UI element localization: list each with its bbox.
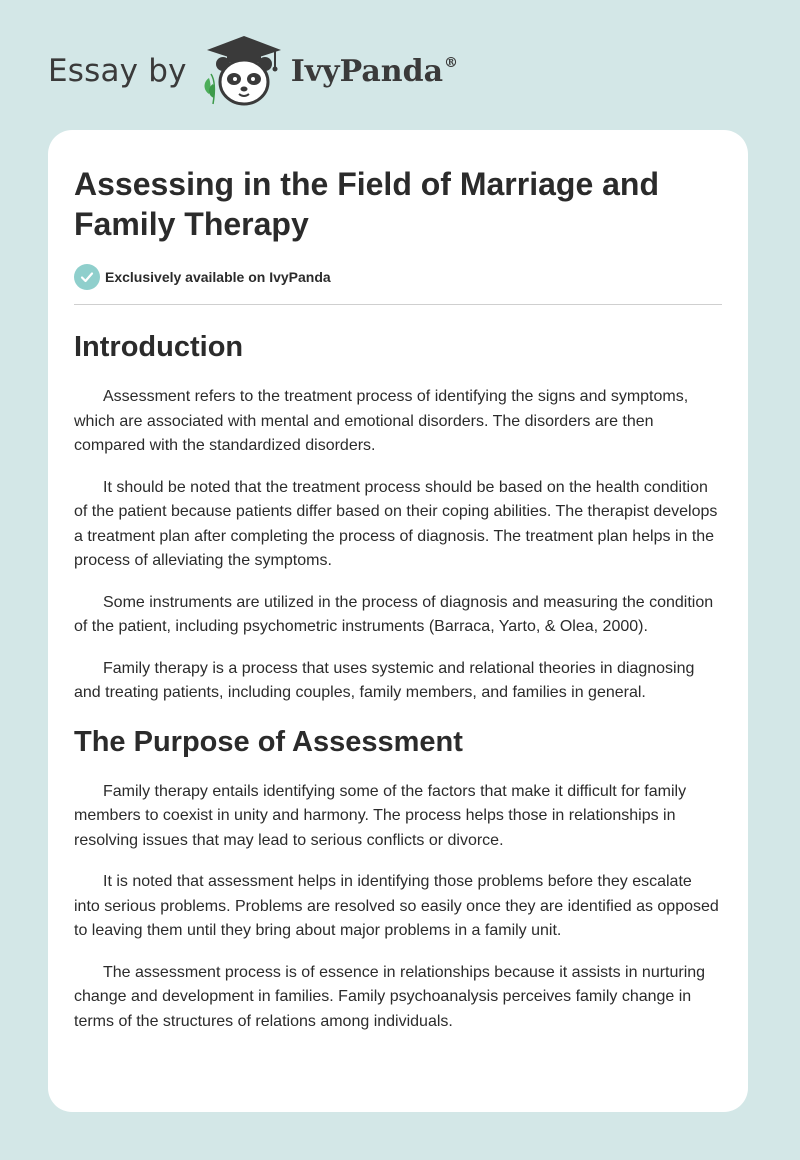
paragraph: It is noted that assessment helps in identifying those problems before they escalate into serious problems. Problems are resolved so easily once they are identified as opposed to leaving them until they bring about major problems in a family unit. — [74, 873, 719, 939]
section-heading: The Purpose of Assessment — [74, 725, 463, 758]
paragraph: The assessment process is of essence in relationships because it assists in nurturing change and development in families. Family psychoanalysis perceives family change in terms of the structures of relations among individuals. — [74, 963, 706, 1030]
paragraph: Family therapy is a process that uses systemic and relational theories in diagnosing and treating patients, including couples, family members, and families in general. — [74, 659, 695, 701]
paragraph: Assessment refers to the treatment process of identifying the signs and symptoms, which are associated with mental and emotional disorders. The disorders are then compared with the standardized disorders. — [74, 388, 689, 454]
paragraph: Some instruments are utilized in the process of diagnosis and measuring the condition of the patient, including psychometric instruments (Barraca, Yarto, & Olea, 2000). — [74, 593, 714, 635]
brand-header[interactable] — [48, 34, 458, 108]
section-heading: Introduction — [74, 331, 244, 363]
badge-label: Exclusively available on IvyPanda — [105, 269, 331, 285]
article-title: Assessing in the Field of Marriage and Family Therapy — [74, 166, 660, 242]
registered-mark: ® — [444, 54, 459, 71]
paragraph: It should be noted that the treatment process should be based on the health condition of the patient because patients differ based on their coping abilities. The therapist develops a treatment plan after completing the process of diagnosis. The treatment plan helps in the process of alleviating the symptoms. — [74, 478, 718, 569]
title-divider — [74, 304, 722, 305]
check-circle-icon — [74, 264, 100, 290]
article-card — [48, 130, 748, 1112]
panda-graduate-icon — [201, 34, 287, 108]
exclusive-badge — [74, 264, 722, 290]
essay-by-label: Essay by — [48, 53, 187, 89]
brand-name: IvyPanda® — [290, 53, 459, 89]
paragraph: Family therapy entails identifying some of the factors that make it difficult for family members to coexist in unity and harmony. The process helps those in relationships in resolving issues that may lead to serious conflicts or divorce. — [74, 782, 687, 849]
